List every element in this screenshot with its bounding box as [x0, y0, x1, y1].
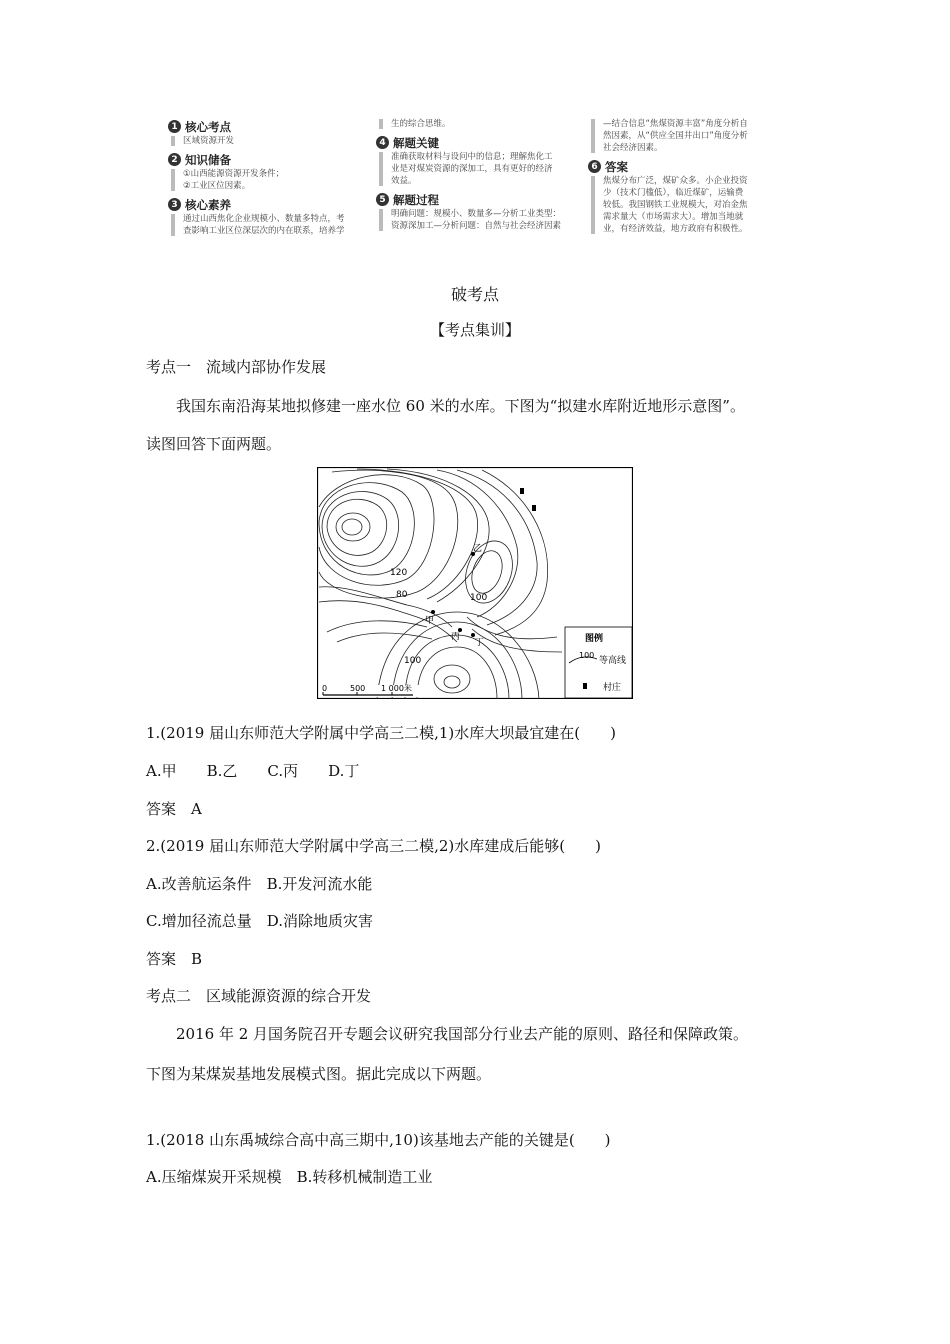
topographic-map	[317, 467, 633, 699]
key-point-1-title: 考点一 流域内部协作发展	[146, 358, 327, 376]
question-1-options: A.甲 B.乙 C.丙 D.丁	[146, 762, 360, 780]
question-2-answer: 答案 B	[146, 950, 203, 968]
point-ding-marker	[471, 633, 475, 637]
step-number-badge: 6	[588, 160, 601, 173]
section-heading: 破考点	[450, 285, 499, 304]
step-text: —结合信息“焦煤资源丰富”角度分析自	[603, 119, 748, 129]
step-body	[168, 168, 368, 192]
label-yi: 乙	[473, 544, 483, 554]
step-number-badge: 4	[376, 136, 389, 149]
scale-500: 500	[350, 684, 366, 693]
step-body	[168, 213, 368, 237]
question-3-options: A.压缩煤炭开采规模 B.转移机械制造工业	[146, 1168, 433, 1186]
step-body	[376, 118, 576, 130]
step-body	[588, 175, 780, 235]
step-text: 明确问题：规模小、数量多—分析工业类型：	[391, 209, 562, 219]
solution-flow-diagram	[168, 118, 780, 263]
question-2-options-ab: A.改善航运条件 B.开发河流水能	[146, 875, 373, 893]
step-number-badge: 5	[376, 193, 389, 206]
label-jia: 甲	[425, 616, 435, 626]
contour-label-100: 100	[404, 656, 422, 666]
legend-village-label: 村庄	[603, 683, 622, 693]
step-key	[376, 134, 576, 151]
label-ding: 丁	[475, 638, 485, 648]
step-text: 需求量大（市场需求大）。增加当地就	[603, 212, 744, 222]
question-2-options-cd: C.增加径流总量 D.消除地质灾害	[146, 912, 373, 930]
flow-column-1	[168, 118, 368, 241]
map-legend	[565, 627, 632, 698]
step-text: 准确获取材料与设问中的信息；理解焦化工	[391, 152, 553, 162]
step-process	[376, 191, 576, 208]
step-body	[376, 151, 576, 187]
question-1: 1.(2019 届山东师范大学附属中学高三二模,1)水库大坝最宜建在( )	[146, 724, 616, 742]
step-title: 答案	[605, 159, 628, 174]
step-body	[376, 208, 576, 232]
step-text: 区域资源开发	[183, 136, 235, 146]
step-text: 业是对煤炭资源的深加工，具有更好的经济	[391, 164, 553, 174]
legend-contour-label: 等高线	[599, 656, 627, 666]
step-number-badge: 3	[168, 198, 181, 211]
label-bing: 丙	[451, 632, 461, 642]
question-intro-2: 2016 年 2 月国务院召开专题会议研究我国部分行业去产能的原则、路径和保障政策。	[176, 1025, 749, 1043]
step-text: ②工业区位因素。	[183, 181, 251, 191]
step-title: 解题关键	[393, 135, 439, 150]
step-answer	[588, 158, 780, 175]
step-title: 知识储备	[185, 152, 231, 167]
key-point-2-title: 考点二 区域能源资源的综合开发	[146, 987, 372, 1005]
question-intro-2: 下图为某煤炭基地发展模式图。据此完成以下两题。	[146, 1065, 492, 1083]
step-text: 少（技术门槛低），临近煤矿，运输费	[603, 188, 744, 198]
question-1-answer: 答案 A	[146, 800, 202, 818]
legend-village-icon	[583, 683, 587, 689]
step-text: 查影响工业区位深层次的内在联系，培养学	[183, 226, 345, 236]
step-title: 核心考点	[185, 119, 231, 134]
step-text: 通过山西焦化企业规模小、数量多特点，考	[183, 214, 345, 224]
step-body	[588, 118, 780, 154]
question-intro: 我国东南沿海某地拟修建一座水位 60 米的水库。下图为“拟建水库附近地形示意图”。	[176, 397, 745, 415]
step-number-badge: 1	[168, 120, 181, 133]
village-marker	[520, 488, 524, 494]
scale-bar	[321, 683, 431, 697]
point-jia-marker	[431, 610, 435, 614]
step-text: ①山西能源资源开发条件；	[183, 169, 285, 179]
step-text: 较低。我国钢铁工业规模大，对冶金焦	[603, 200, 748, 210]
step-title: 解题过程	[393, 192, 439, 207]
step-text: 社会经济因素。	[603, 143, 663, 153]
step-text: 资源深加工—分析问题：自然与社会经济因素	[391, 221, 562, 231]
scale-zero: 0	[322, 684, 328, 693]
step-text: 然因素，从“供应全国井出口”角度分析	[603, 131, 748, 141]
contour-label-100: 100	[470, 593, 488, 603]
legend-contour-number: 100	[579, 651, 595, 660]
scale-1000: 1 000米	[381, 684, 412, 693]
contour-map-figure	[317, 467, 633, 699]
legend-title: 图例	[585, 634, 604, 644]
subsection-heading: 【考点集训】	[429, 321, 520, 339]
contour-label-120: 120	[390, 568, 408, 578]
step-text: 生的综合思维。	[391, 119, 451, 129]
step-number-badge: 2	[168, 153, 181, 166]
step-title: 核心素养	[185, 197, 231, 212]
step-core-literacy	[168, 196, 368, 213]
contour-label-80: 80	[396, 590, 408, 600]
step-text: 焦煤分布广泛，煤矿众多。小企业投资	[603, 176, 748, 186]
step-text: 效益。	[391, 176, 417, 186]
step-body	[168, 135, 368, 147]
step-text: 业，有经济效益，地方政府有积极性。	[603, 224, 748, 234]
village-marker	[532, 505, 536, 511]
step-knowledge	[168, 151, 368, 168]
flow-column-3	[588, 118, 780, 239]
question-3: 1.(2018 山东禹城综合高中高三期中,10)该基地去产能的关键是( )	[146, 1131, 611, 1149]
step-core-topic	[168, 118, 368, 135]
flow-column-2	[376, 118, 576, 236]
question-2: 2.(2019 届山东师范大学附属中学高三二模,2)水库建成后能够( )	[146, 837, 601, 855]
question-intro: 读图回答下面两题。	[146, 435, 282, 453]
